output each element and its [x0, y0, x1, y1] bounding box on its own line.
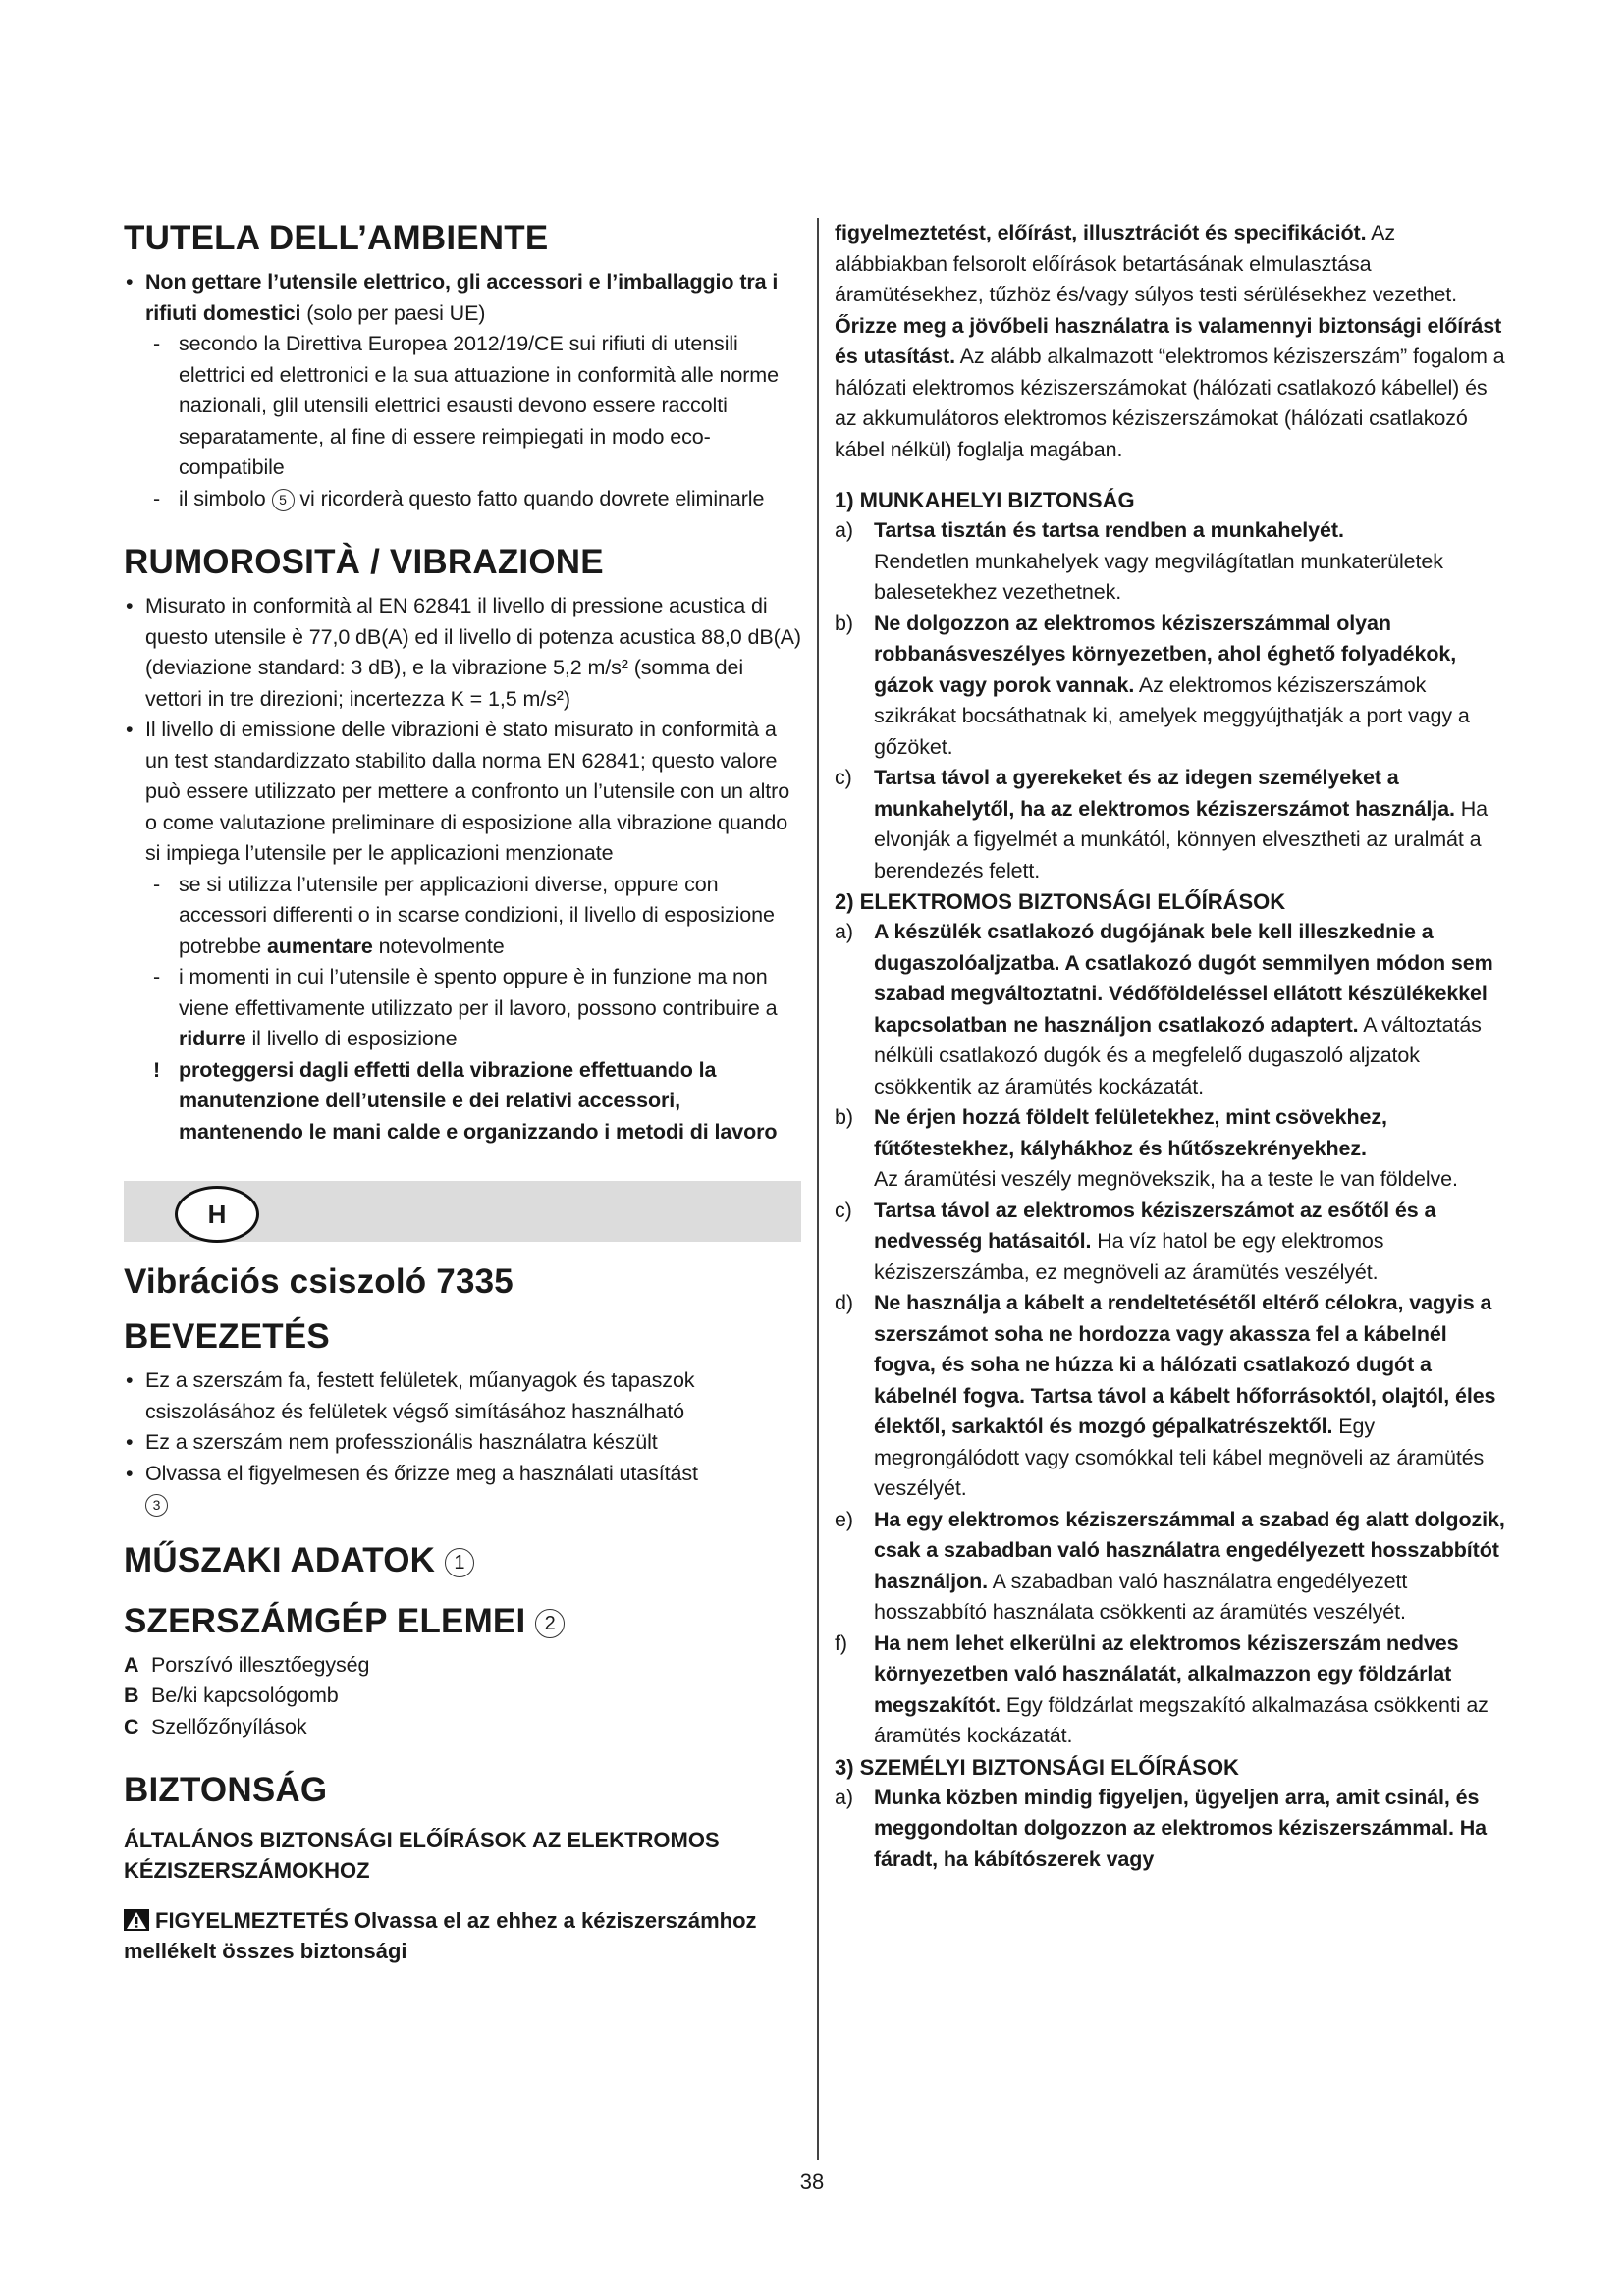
list-item: b) Ne dolgozzon az elektromos kéziszerszámmal olyan robbanásveszélyes környezetben, ahol éghető folyadékok, gázok vagy porok vannak. Az elektromos kéziszerszámok szikrákat bocsáthatnak ki, amelyek meggyújthatják a port vagy a gőzöket.: [835, 611, 1470, 759]
list-item: b) Ne érjen hozzá földelt felületekhez, mint csövekhez, fűtőtestekhez, kályhákhoz és hűtőszekrényekhez. Az áramütési veszély megnövekszik, ha a teste le van földelve.: [835, 1105, 1458, 1191]
list-item: C Szellőzőnyílások: [124, 1714, 307, 1738]
intro-bullet-1: • Ez a szerszám fa, festett felületek, műanyagok és tapaszok csiszolásához és felületek végső simításához használható: [124, 1365, 801, 1427]
right-column: [835, 218, 1512, 1875]
env-dash-2: - il simbolo 5 vi ricorderà questo fatto quando dovrete eliminarle: [124, 484, 801, 515]
env-dash-1: - secondo la Direttiva Europea 2012/19/CE sui rifiuti di utensili elettrici ed elettronici e la sua attuazione in conformità alle norme nazionali, glil utensili elettrici esausti devono essere raccolti separatamente, al fine di essere reimpiegati in modo eco-compatibile: [124, 329, 801, 484]
list-item: f) Ha nem lehet elkerülni az elektromos kéziszerszám nedves környezetben való használatát, alkalmazzon egy földzárlat megszakítót. Egy földzárlat megszakító alkalmazása csökkenti az áramütés kockázatát.: [835, 1630, 1489, 1747]
section-title-noise: RUMOROSITÀ / VIBRAZIONE: [124, 543, 604, 581]
intro-bullet-2: • Ez a szerszám nem professzionális használatra készült: [124, 1427, 801, 1459]
safety-warning: FIGYELMEZTETÉS Olvassa el az ehhez a kéziszerszámhoz mellékelt összes biztonsági: [124, 1908, 757, 1963]
noise-warning: ! proteggersi dagli effetti della vibrazione effettuando la manutenzione dell’utensile e dei relativi accessori, mantenendo le mani calde e organizzando i metodi di lavoro: [153, 1057, 778, 1144]
list-item: a) Tartsa tisztán és tartsa rendben a munkahelyét. Rendetlen munkahelyek vagy megvilágítatlan munkaterületek balesetekhez vezethetnek.: [835, 518, 1443, 604]
column-divider: [817, 218, 819, 2160]
list-item: c) Tartsa távol az elektromos kéziszerszámot az esőtől és a nedvesség hatásaitól. Ha víz hatol be egy elektromos kéziszerszámba, ez megnöveli az áramütés veszélyét.: [835, 1198, 1436, 1284]
list-item: B Be/ki kapcsológomb: [124, 1683, 339, 1707]
section-personal: 3) SZEMÉLYI BIZTONSÁGI ELŐÍRÁSOK: [835, 1754, 1239, 1780]
safety-subtitle: ÁLTALÁNOS BIZTONSÁGI ELŐÍRÁSOK AZ ELEKTROMOS KÉZISZERSZÁMOKHOZ: [124, 1828, 720, 1883]
list-item: e) Ha egy elektromos kéziszerszámmal a szabad ég alatt dolgozik, csak a szabadban való használatra engedélyezett hosszabbítót használjon. A szabadban való használatra engedélyezett hosszabbító használata csökkenti az áramütés veszélyét.: [835, 1507, 1505, 1624]
list-item: d) Ne használja a kábelt a rendeltetésétől eltérő célokra, vagyis a szerszámot soha ne hordozza vagy akassza fel a kábelnél fogva, és soha ne húzza ki a hálózati csatlakozó dugót a kábelnél fogva. Tartsa távol a kábelt hőforrásoktól, olajtól, éles élektől, sarkaktól és mozgó gépalkatrészektől. Egy megrongálódott vagy csomókkal teli kábel megnöveli az áramütés veszélyét.: [835, 1291, 1496, 1500]
noise-bullet-2: • Il livello di emissione delle vibrazioni è stato misurato in conformità a un test standardizzato stabilito dalla norma EN 62841; questo valore può essere utilizzato per mettere a confronto un l’utensile con un altro o come valutazione preliminare di esposizione alla vibrazione quando si impiega l’utensile per le applicazioni menzionate: [124, 715, 801, 870]
section-title-safety: BIZTONSÁG: [124, 1771, 328, 1809]
ref-number-icon: 1: [445, 1548, 474, 1577]
language-badge: H: [175, 1186, 259, 1243]
noise-dash-1: - se si utilizza l’utensile per applicazioni diverse, oppure con accessori differenti o in scarse condizioni, il livello di esposizione potrebbe aumentare notevolmente: [124, 870, 801, 963]
intro-bullet-3: • Olvassa el figyelmesen és őrizze meg a használati utasítást 3: [124, 1459, 801, 1521]
ref-number-icon: 3: [145, 1494, 168, 1517]
env-bullet-1: • Non gettare l’utensile elettrico, gli accessori e l’imballaggio tra i rifiuti domestici (solo per paesi UE): [124, 267, 801, 329]
section-title-tech: MŰSZAKI ADATOK 1: [124, 1540, 801, 1581]
section-electrical: 2) ELEKTROMOS BIZTONSÁGI ELŐÍRÁSOK: [835, 889, 1286, 914]
ref-number-icon: 2: [535, 1609, 565, 1638]
section-title-intro: BEVEZETÉS: [124, 1317, 330, 1356]
noise-dash-2: - i momenti in cui l’utensile è spento oppure è in funzione ma non viene effettivamente utilizzato per il lavoro, possono contribuire a ridurre il livello di esposizione: [124, 962, 801, 1055]
product-title: Vibrációs csiszoló 7335: [124, 1262, 514, 1301]
noise-bullet-1: • Misurato in conformità al EN 62841 il livello di pressione acustica di questo utensile è 77,0 dB(A) ed il livello di potenza acustica 88,0 dB(A) (deviazione standard: 3 dB), e la vibrazione 5,2 m/s² (somma dei vettori in tre direzioni; incertezza K = 1,5 m/s²): [124, 591, 801, 715]
list-item: A Porszívó illesztőegység: [124, 1652, 370, 1677]
list-item: c) Tartsa távol a gyerekeket és az idegen személyeket a munkahelytől, ha az elektromos kéziszerszámot használja. Ha elvonják a figyelmét a munkától, könnyen elvesztheti az uralmát a berendezés felett.: [835, 766, 1489, 882]
section-work-area: 1) MUNKAHELYI BIZTONSÁG: [835, 488, 1135, 512]
language-bar: [124, 1181, 801, 1242]
safety-intro-paragraph: figyelmeztetést, előírást, illusztrációt és specifikációt. Az alábbiakban felsorolt előírások betartásának elmulasztása áramütésekhez, tűzhöz és/vagy súlyos testi sérülésekhez vezethet. Őrizze meg a jövőbeli használatra is valamennyi biztonsági előírást és utasítást. Az alább alkalmazott “elektromos kéziszerszám” fogalom a hálózati elektromos kéziszerszámokat (hálózati csatlakozó kábellel) és az akkumulátoros elektromos kéziszerszámokat (hálózati csatlakozó kábel nélkül) foglalja magában.: [835, 221, 1505, 461]
page-number: 38: [799, 2169, 825, 2194]
parts-list: [124, 1650, 801, 1743]
list-item: a) Munka közben mindig figyeljen, ügyeljen arra, amit csinál, és meggondoltan dolgozzon az elektromos kéziszerszámmal. Ha fáradt, ha kábítószerek vagy: [835, 1785, 1488, 1871]
section-title-environment: TUTELA DELL’AMBIENTE: [124, 219, 549, 257]
left-column: [124, 218, 801, 1966]
section-title-parts: SZERSZÁMGÉP ELEMEI 2: [124, 1601, 801, 1642]
ref-number-icon: 5: [272, 489, 295, 511]
list-item: a) A készülék csatlakozó dugójának bele kell illeszkednie a dugaszolóaljzatba. A csatlakozó dugót semmilyen módon sem szabad megváltoztatni. Védőföldeléssel ellátott készülékekkel kapcsolatban ne használjon csatlakozó adaptert. A változtatás nélküli csatlakozó dugók és a megfelelő dugaszoló aljzatok csökkentik az áramütés kockázatát.: [835, 920, 1493, 1098]
warning-triangle-icon: [124, 1909, 149, 1931]
